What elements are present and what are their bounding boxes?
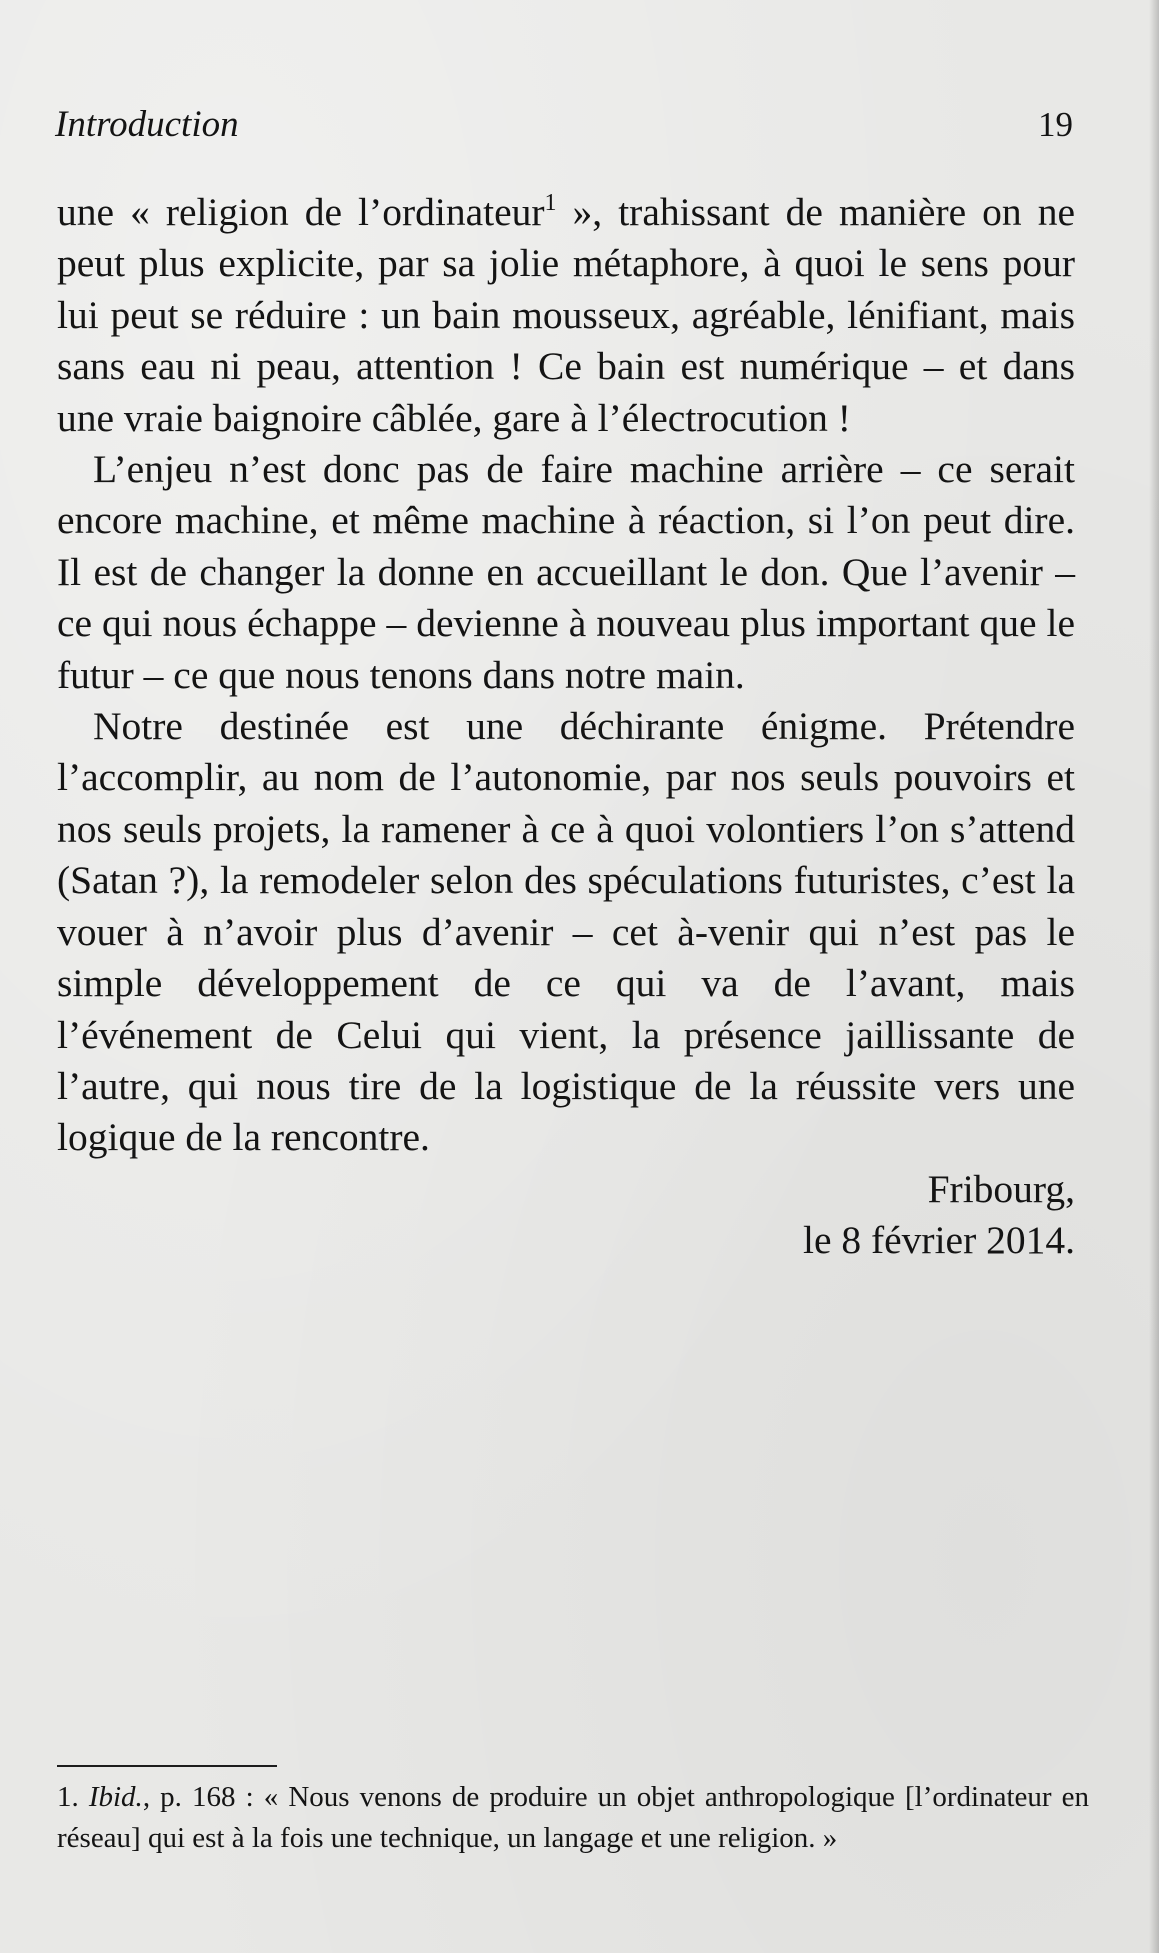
page-number: 19 <box>1038 105 1073 144</box>
paragraph-2: L’enjeu n’est donc pas de faire machine arrière – ce serait encore machine, et même machine à réaction, si l’on peut dire. Il est de changer la donne en accueillant le don. Que l’avenir – ce qui nous échappe – devienne à nouveau plus important que le futur – ce que nous tenons dans notre main. <box>57 447 1075 697</box>
footnote-1 <box>57 1777 1089 1859</box>
running-head: Introduction <box>55 104 239 145</box>
paragraph-1 <box>57 187 1075 444</box>
footnote-separator <box>57 1765 277 1767</box>
signature-place: Fribourg, <box>927 1166 1075 1211</box>
footnote-number: 1. <box>57 1781 79 1813</box>
paragraph-3: Notre destinée est une déchirante énigme. Prétendre l’accomplir, au nom de l’autonomie, par nos seuls pouvoirs et nos seuls projets, la ramener à ce à quoi volontiers l’on s’attend (Satan ?), la remodeler selon des spéculations futuristes, c’est la vouer à n’avoir plus d’avenir – cet à-venir qui n’est pas le simple développement de ce qui va de l’avant, mais l’événement de Celui qui vient, la présence jaillissante de l’autre, qui nous tire de la logistique de la réussite vers une logique de la rencontre. <box>57 704 1075 1160</box>
footnote-source-italic: Ibid. <box>88 1781 143 1813</box>
paragraph-1-end: », trahissant de manière on ne peut plus explicite, par sa jolie métaphore, à quoi le sens pour lui peut se réduire : un bain mousseux, agréable, lénifiant, mais sans eau ni peau, attention ! Ce bain est numérique – et dans une vraie baignoire câblée, gare à l’électrocution ! <box>57 190 1075 440</box>
paragraph-1-start: une « religion de l’ordinateur <box>57 190 545 234</box>
body-text <box>57 187 1075 1267</box>
page-header <box>55 100 1073 150</box>
footnote-reference: 1 <box>544 190 557 216</box>
signature-date: le 8 février 2014. <box>802 1218 1075 1263</box>
footnote-text: , p. 168 : « Nous venons de produire un objet anthropologique [l’ordinateur en réseau] qui est à la fois une technique, un langage et une religion. » <box>57 1781 1090 1854</box>
page-edge-shadow <box>1149 0 1159 1953</box>
